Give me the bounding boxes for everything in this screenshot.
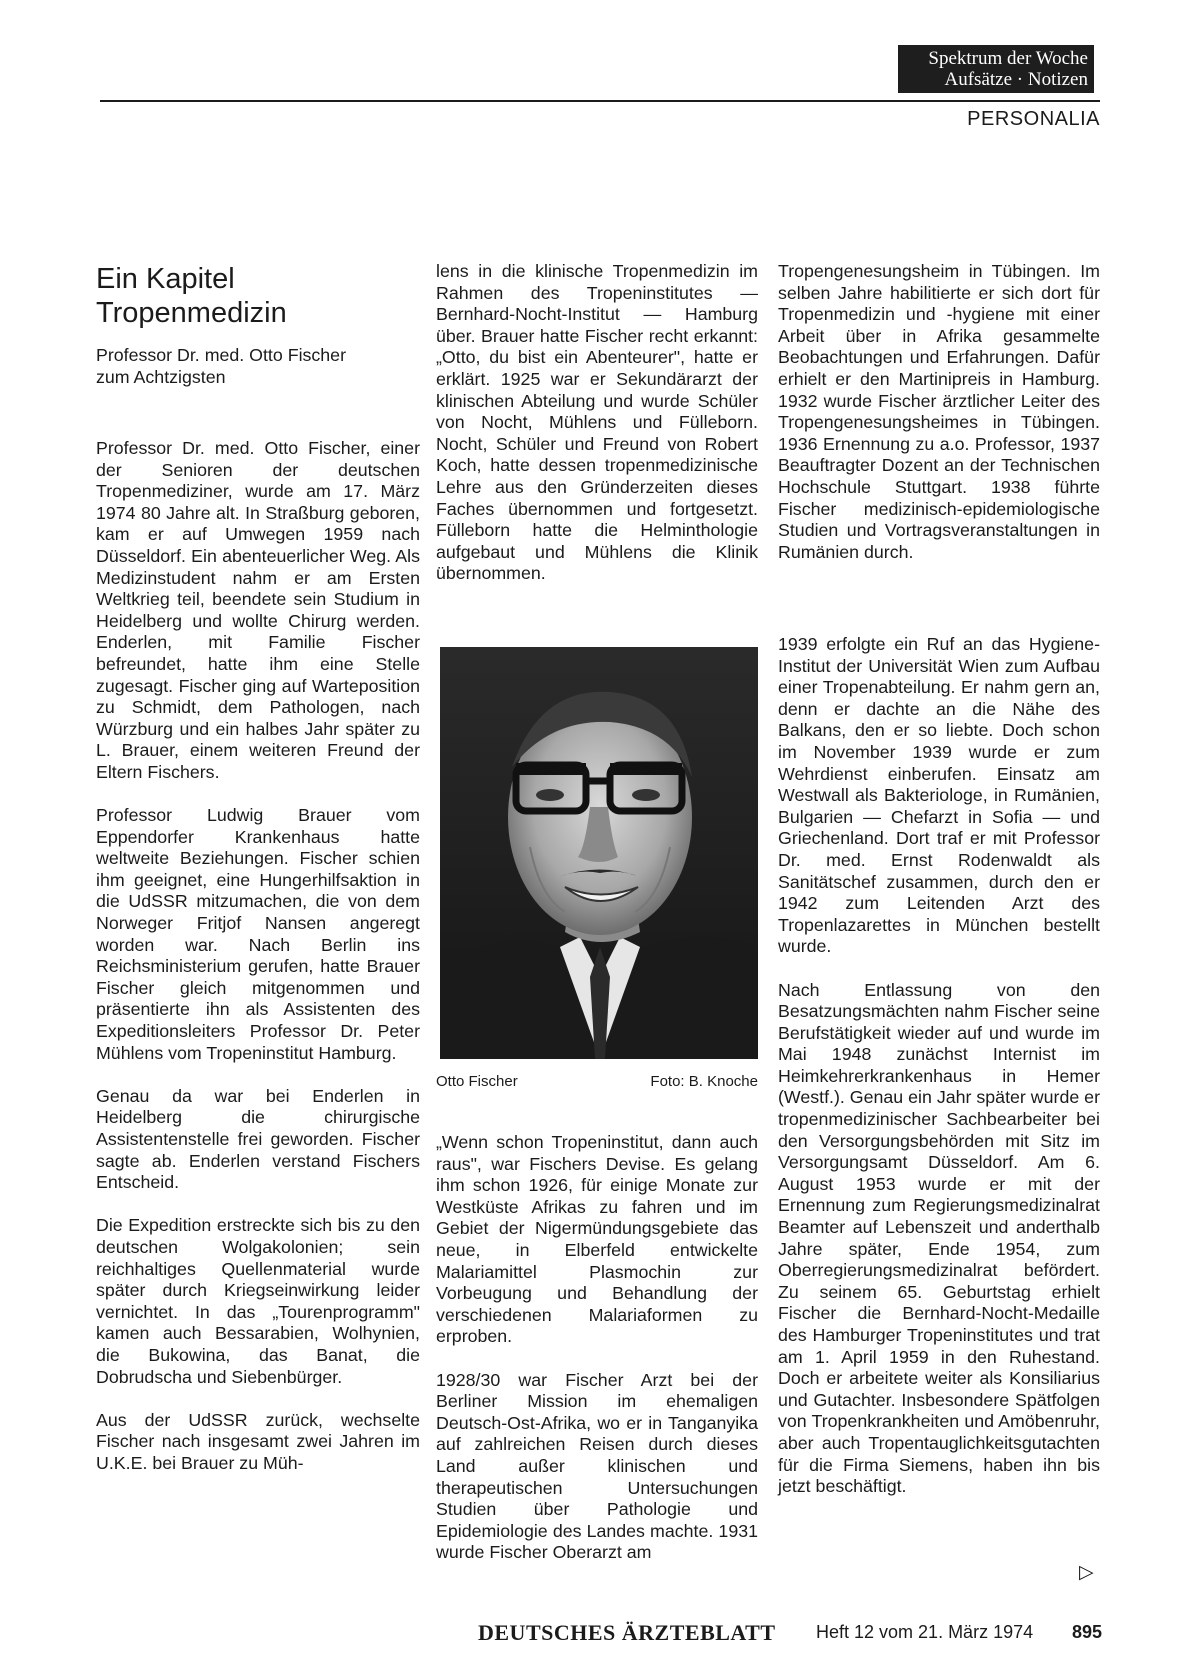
rubric-label: PERSONALIA xyxy=(967,108,1100,130)
subtitle-line-2: zum Achtzigsten xyxy=(96,367,226,387)
section-name: Spektrum der Woche xyxy=(928,48,1088,69)
portrait-illustration xyxy=(440,647,758,1059)
paragraph: 1928/30 war Fischer Arzt bei der Berliner Mission im ehemaligen Deutsch-Ost-Afrika, wo er in Tanganyika auf zahlreichen Reisen durch dieses Land außer klinischen und therapeutischen Untersuchungen Studien über Pathologie und Epidemiologie des Landes machte. 1931 wurde Fischer Oberarzt am xyxy=(436,1369,758,1563)
subtitle-line-1: Professor Dr. med. Otto Fischer xyxy=(96,345,346,365)
photo-caption xyxy=(436,1073,758,1095)
section-badge xyxy=(898,45,1094,93)
header-rule xyxy=(100,100,1100,102)
title-line-2: Tropenmedizin xyxy=(96,297,287,329)
title-line-1: Ein Kapitel xyxy=(96,263,235,295)
paragraph: Nach Entlassung von den Besatzungsmächten nahm Fischer seine Berufstätigkeit wieder auf und wurde im Mai 1948 zunächst Internist im Heimkehrerkrankenhaus in Hemer (Westf.). Genau ein Jahr später wurde er tropenmedizinischer Sachbearbeiter bei den Versorgungsbehörden mit Sitz im Versorgungsamt Düsseldorf. Am 6. August 1953 wurde er mit der Ernennung zum Regierungsmedizinalrat Beamter auf Lebenszeit und anderthalb Jahre später, Ende 1954, zum Oberregierungsmedizinalrat befördert. Zu seinem 65. Geburtstag erhielt Fischer die Bernhard-Nocht-Medaille des Hamburger Tropeninstitutes und trat am 1. April 1959 in den Ruhestand. Doch er arbeitete weiter als Konsiliarius und Gutachter. Insbesondere Spätfolgen von Tropenkrankheiten und Amöbenruhr, aber auch Tropentauglichkeitsgutachten für die Firma Siemens, haben ihn bis jetzt beschäftigt. xyxy=(778,979,1100,1497)
article-title xyxy=(96,262,287,330)
paragraph: Professor Ludwig Brauer vom Eppendorfer Krankenhaus hatte weltweite Beziehungen. Fischer schien ihm geeignet, eine Hungerhilfsaktion in die UdSSR mitzumachen, die von dem Norweger Fritjof Nansen angeregt worden war. Nach Berlin ins Reichsministerium gerufen, hatte Brauer Fischer gleich mitgenommen und präsentierte ihn als Assistenten des Expeditionsleiters Professor Dr. Peter Mühlens vom Tropeninstitut Hamburg. xyxy=(96,805,420,1063)
continue-arrow-icon: ▷ xyxy=(1079,1562,1094,1583)
column-2-top xyxy=(436,261,758,585)
column-2-bottom xyxy=(436,1132,758,1564)
page-number: 895 xyxy=(1071,1622,1102,1642)
column-3-top xyxy=(778,261,1100,563)
paragraph: Tropengenesungsheim in Tübingen. Im selben Jahre habilitierte er sich dort für Tropenmedizin und -hygiene mit einer Arbeit über in Afrika gesammelte Beobachtungen und Erfahrungen. Dafür erhielt er den Martinipreis in Hamburg. 1932 wurde Fischer ärztlicher Leiter des Tropengenesungsheimes in Tübingen. 1936 Ernennung zu a.o. Professor, 1937 Beauftragter Dozent an der Technischen Hochschule Stuttgart. 1938 führte Fischer medizinisch-epidemiologische Studien und Vortragsveranstaltungen in Rumänien durch. xyxy=(778,261,1100,562)
paragraph: 1939 erfolgte ein Ruf an das Hygiene-Institut der Universität Wien zum Aufbau einer Tropenabteilung. Er nahm gern an, denn er dachte an die Nähe des Balkans, den er so liebte. Doch schon im November 1939 wurde er zum Wehrdienst einberufen. Einsatz am Westwall als Bakteriologe, in Rumänien, Bulgarien — Chefarzt in Sofia — und Griechenland. Dort traf er mit Professor Dr. med. Ernst Rodenwaldt als Sanitätschef zusammen, durch den er 1942 zum Leitenden Arzt des Tropenlazarettes in München bestellt wurde. xyxy=(778,634,1100,957)
caption-credit: Foto: B. Knoche xyxy=(650,1073,758,1090)
paragraph: Professor Dr. med. Otto Fischer, einer der Senioren der deutschen Tropenmediziner, wurde am 17. März 1974 80 Jahre alt. In Straßburg geboren, kam er auf Umwegen 1959 nach Düsseldorf. Ein abenteuerlicher Weg. Als Medizinstudent nahm er am Ersten Weltkrieg teil, beendete sein Studium in Heidelberg und wollte Chirurg werden. Enderlen, mit Familie Fischer befreundet, hatte ihm eine Stelle zugesagt. Fischer ging auf Warteposition zu Schmidt, dem Pathologen, nach Würzburg und ein halbes Jahr später zu L. Brauer, einem weiteren Freund der Eltern Fischers. xyxy=(96,438,420,782)
caption-name: Otto Fischer xyxy=(436,1073,518,1090)
paragraph: Aus der UdSSR zurück, wechselte Fischer nach insgesamt zwei Jahren im U.K.E. bei Brauer zu Müh- xyxy=(96,1409,420,1473)
paragraph: „Wenn schon Tropeninstitut, dann auch raus", war Fischers Devise. Es gelang ihm schon 1926, für einige Monate zur Westküste Afrikas zu fahren und im Gebiet der Nigermündungsgebiete das neue, in Elberfeld entwickelte Malariamittel Plasmochin zur Vorbeugung und Behandlung der verschiedenen Malariaformen zu erproben. xyxy=(436,1132,758,1347)
portrait-photo xyxy=(440,647,758,1059)
section-subname: Aufsätze · Notizen xyxy=(944,69,1088,90)
issue-info: Heft 12 vom 21. März 1974 xyxy=(816,1622,1034,1642)
page-footer xyxy=(478,1620,1102,1648)
paragraph: Die Expedition erstreckte sich bis zu den deutschen Wolgakolonien; sein reichhaltiges Quellenmaterial wurde später durch Kriegseinwirkung leider vernichtet. In das „Tourenprogramm" kamen auch Bessarabien, Wolhynien, die Bukowina, das Banat, die Dobrudscha und Siebenbürger. xyxy=(96,1215,420,1387)
paragraph: Genau da war bei Enderlen in Heidelberg die chirurgische Assistentenstelle frei geworden. Fischer sagte ab. Enderlen verstand Fischers Entscheid. xyxy=(96,1085,420,1193)
article-subtitle xyxy=(96,344,346,388)
column-1 xyxy=(96,438,420,1475)
column-3-bottom xyxy=(778,634,1100,1498)
journal-name: DEUTSCHES ÄRZTEBLATT xyxy=(478,1620,776,1645)
paragraph: lens in die klinische Tropenmedizin im Rahmen des Tropeninstitutes — Bernhard-Nocht-Institut — Hamburg über. Brauer hatte Fischer recht erkannt: „Otto, du bist ein Abenteurer", hatte er erklärt. 1925 war er Sekundärarzt der klinischen Abteilung und wurde Schüler von Nocht, Mühlens und Fülleborn. Nocht, Schüler und Freund von Robert Koch, hatte dessen tropenmedizinische Lehre aus den Gründerzeiten dieses Faches übernommen und fortgesetzt. Fülleborn hatte die Helminthologie aufgebaut und Mühlens die Klinik übernommen. xyxy=(436,261,758,584)
